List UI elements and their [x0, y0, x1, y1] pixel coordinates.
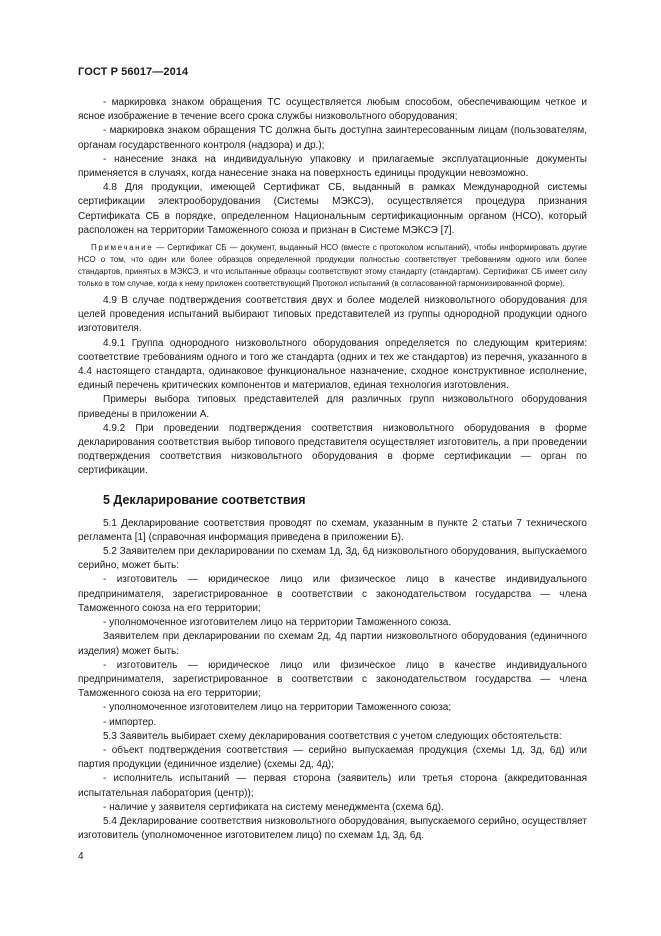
paragraph: - маркировка знаком обращения ТС должна быть доступна заинтересованным лицам (пользователям, органам государственного контроля (надзора) и др.); — [78, 125, 587, 151]
document-body — [78, 96, 587, 843]
document-header: ГОСТ Р 56017—2014 — [78, 66, 189, 78]
note-text: — Сертификат СБ — документ, выданный НСО (вместе с протоколом испытаний), чтобы информировать другие НСО о том, что один или более образцов определенной продукции полностью соответствует требованиям одного или более стандартов, принятых в МЭКСЭ, и что испытанные образцы соответствуют этому стандарту (стандартам). Сертификат СБ имеет силу только в том случае, когда к нему приложен соответствующий Протокол испытаний (в согласованной гармонизированной форме). — [78, 243, 587, 289]
paragraph: - объект подтверждения соответствия — серийно выпускаемая продукция (схемы 1д, 3д, 6д) или партия продукции (единичное изделие) (схемы 2д, 4д); — [78, 744, 587, 771]
paragraph: - исполнитель испытаний — первая сторона (заявитель) или третья сторона (аккредитованная испытательная лаборатория (центр)); — [78, 773, 587, 799]
paragraph: - уполномоченное изготовителем лицо на территории Таможенного союза; — [103, 702, 452, 714]
paragraph: 5.3 Заявитель выбирает схему декларирования соответствия с учетом следующих обстоятельств: — [103, 730, 562, 742]
paragraph: Заявителем при декларировании по схемам 2д, 4д партии низковольтного оборудования (единичного изделия) может быть: — [78, 631, 587, 657]
paragraph: Примеры выбора типовых представителей для различных групп низковольтного оборудования приведены в приложении А. — [78, 394, 587, 420]
paragraph: - нанесение знака на индивидуальную упаковку и прилагаемые эксплуатационные документы применяется в случаях, когда нанесение знака на поверхность единицы продукции невозможно. — [78, 153, 587, 180]
paragraph: 4.9.2 При проведении подтверждения соответствия низковольтного оборудования в форме декларирования соответствия выбор типового представителя осуществляет изготовитель, а при проведении подтверждения соответствия низковольтного оборудования в форме сертификации — орган по сертификации. — [78, 422, 587, 477]
paragraph: 5.1 Декларирование соответствия проводят по схемам, указанным в пункте 2 статьи 7 технического регламента [1] (справочная информация приведена в приложении Б). — [78, 517, 587, 543]
paragraph: - маркировка знаком обращения ТС осуществляется любым способом, обеспечивающим четкое и ясное изображение в течение всего срока службы низковольтного оборудования; — [78, 97, 587, 123]
page-number: 4 — [78, 851, 84, 862]
note-label: Примечание — [91, 243, 154, 253]
paragraph: 4.9 В случае подтверждения соответствия двух и более моделей низковольтного оборудования для целей проведения испытаний выбирают типовых представителей из группы однородной продукции одного изготовителя. — [78, 295, 587, 335]
paragraph: - уполномоченное изготовителем лицо на территории Таможенного союза. — [103, 617, 452, 629]
note — [78, 242, 587, 290]
section-title: 5 Декларирование соответствия — [103, 492, 306, 507]
paragraph: 4.9.1 Группа однородного низковольтного оборудования определяется по следующим критериям: соответствие требованиям одного и того же стандарта (одних и тех же стандартов) из перечня, указанного в 4.4 настоящего стандарта, одинаковое функциональное назначение, сходное конструктивное исполнение, единый перечень критических компонентов и материалов, единая технология изготовления. — [78, 337, 587, 392]
paragraph: - изготовитель — юридическое лицо или физическое лицо в качестве индивидуального предпринимателя, зарегистрированное в соответствии с законодательством государства — члена Таможенного союза на его территории; — [78, 574, 587, 614]
paragraph: 5.4 Декларирование соответствия низковольтного оборудования, выпускаемого серийно, осуществляет изготовитель (уполномоченное изготовителем лицо) по схемам 1д, 3д, 6д. — [78, 815, 587, 842]
paragraph: - наличие у заявителя сертификата на систему менеджмента (схема 6д). — [103, 801, 444, 813]
paragraph: 4.8 Для продукции, имеющей Сертификат СБ, выданный в рамках Международной системы сертификации электрооборудования (Системы МЭКСЭ), осуществляется процедура признания Сертификата СБ в порядке, определенном Национальным сертификационным органом (НСО), который расположен на территории Таможенного союза и признан в Системе МЭКСЭ [7]. — [78, 182, 587, 236]
paragraph: - изготовитель — юридическое лицо или физическое лицо в качестве индивидуального предпринимателя, зарегистрированное в соответствии с законодательством государства — члена Таможенного союза на его территории; — [78, 659, 587, 700]
paragraph: 5.2 Заявителем при декларировании по схемам 1д, 3д, 6д низковольтного оборудования, выпускаемого серийно, может быть: — [78, 546, 587, 572]
paragraph: - импортер. — [103, 716, 157, 728]
